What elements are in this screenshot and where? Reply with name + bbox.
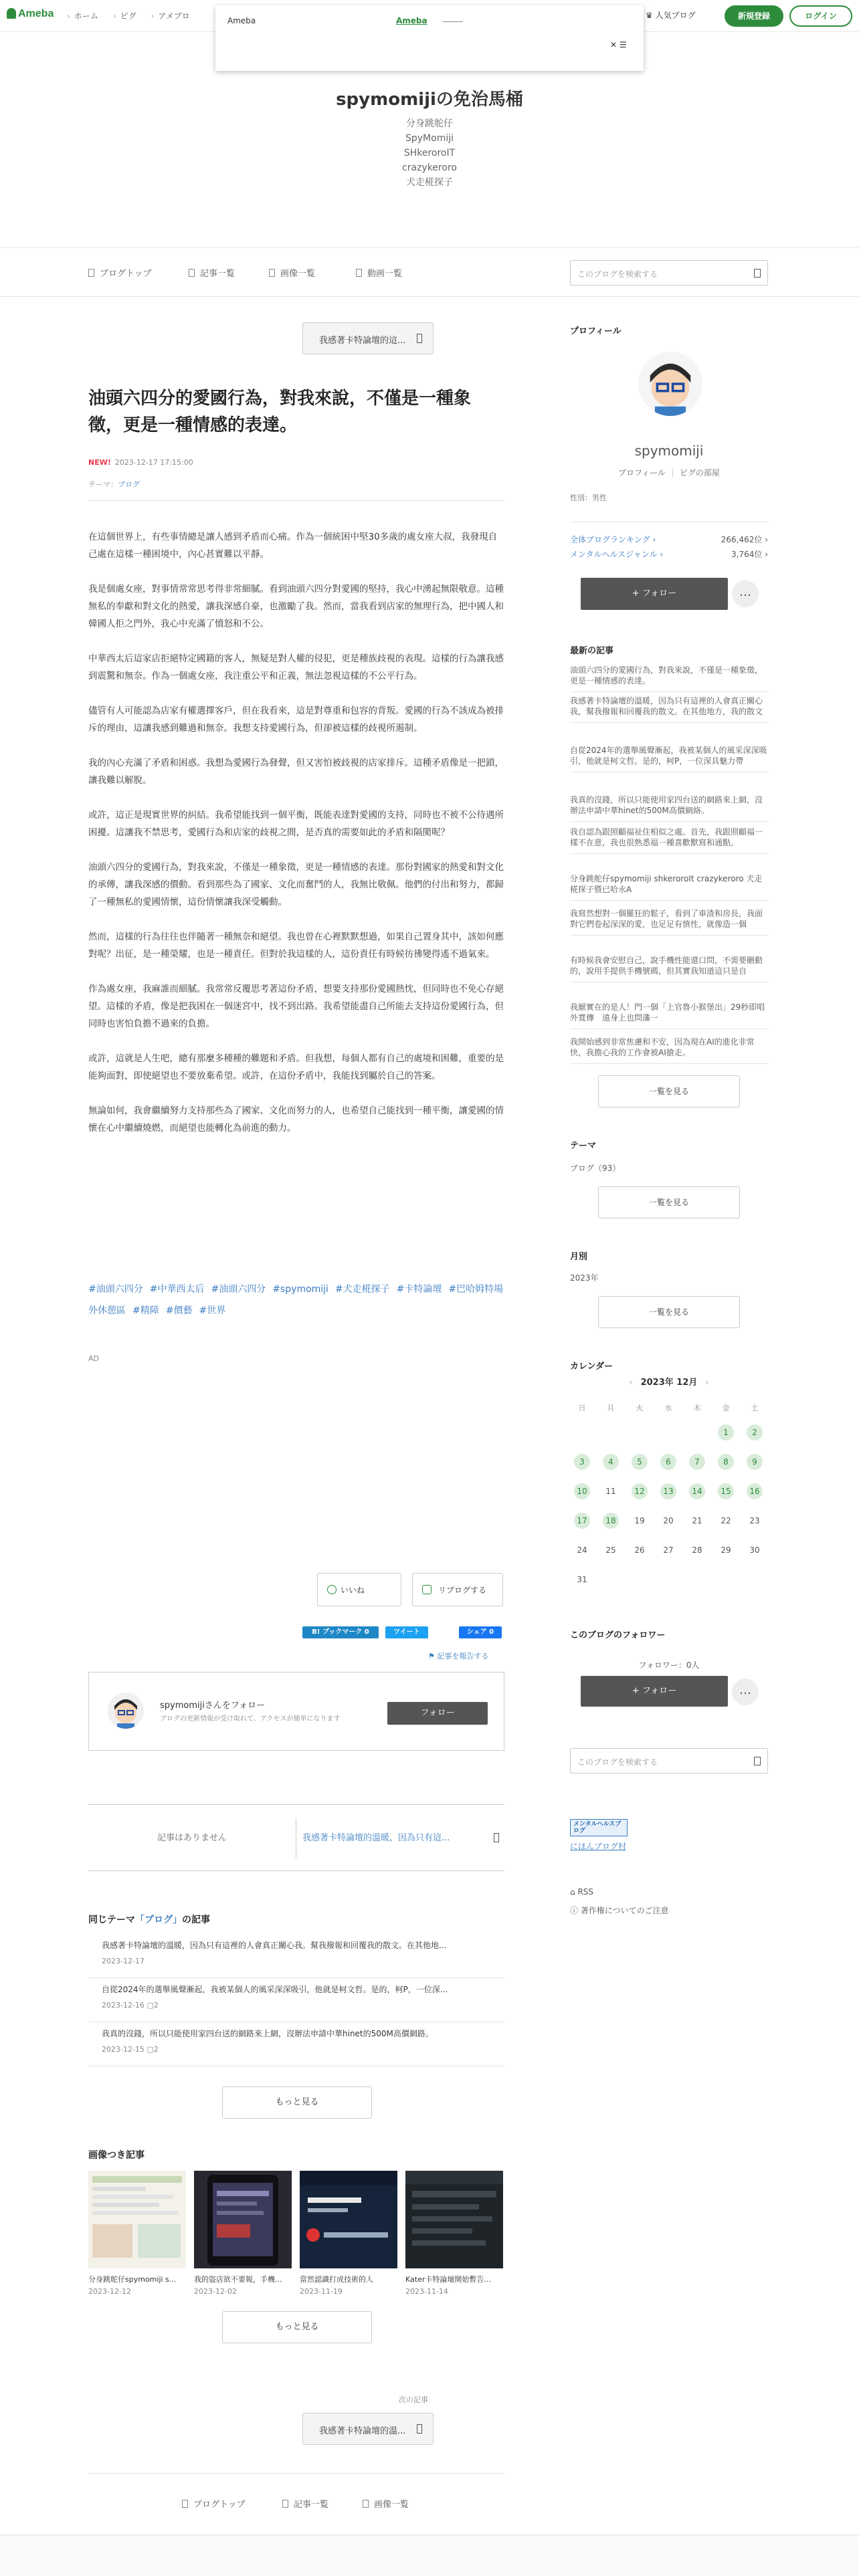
hashtag[interactable]: #油頭六四分 [211,1284,266,1295]
chevron-right-icon [417,334,422,343]
hashtag[interactable]: #spymomiji [272,1284,328,1295]
paragraph: 我的內心充滿了矛盾和困惑。我想為愛國行為發聲，但又害怕被歧視的店家排斥。這種矛盾像是一把鎖，讓我難以解脫。 [88,758,504,786]
theme-heading: テーマ [570,1141,597,1151]
list-icon [189,269,195,277]
hashtag[interactable]: #巴哈姆特場外休憩區 [88,1284,504,1316]
paragraph: 無論如何，我會繼續努力支持那些為了國家、文化而努力的人，也希望自己能找到一種平衡，讓愛國的情懷在心中繼續燒燃，而絕望也能轉化為前進的動力。 [88,1105,504,1134]
calendar-weekday: 金 [722,1404,730,1412]
image-entry-thumb[interactable] [300,2171,397,2268]
nav-home[interactable]: › ホーム [67,11,98,21]
image-icon [269,269,275,277]
recent-entry[interactable]: 有時候我會安慰自己，說手機性能還口問，不需要刪動的，說用手提供手機號碼，但其實我知道這只是自 [570,955,768,982]
popular-blog-link[interactable]: ♛ 人気ブログ [646,11,696,20]
calendar-day[interactable]: 3 [574,1454,590,1470]
ameba-logo[interactable]: Ameba [7,8,54,20]
footnav-images[interactable]: 画像一覧 [363,2497,409,2510]
page-footer [0,2535,859,2576]
hashtag[interactable]: #價藝 [165,1305,193,1316]
calendar-weekday: 水 [664,1404,672,1412]
reblog-icon [422,1585,432,1594]
monthly-more-button[interactable]: 一覧を見る [598,1296,740,1328]
nihon-blog-mura-link[interactable]: にほんブログ村 [570,1842,627,1851]
follower-count: フォロワー：0人 [638,1660,700,1670]
entry-meta [88,458,193,467]
signup-button[interactable]: 新規登録 [725,5,783,27]
calendar-weekday: 日 [578,1404,586,1412]
smile-icon [327,1585,337,1594]
hashtag[interactable]: #犬走椛探子 [335,1284,390,1295]
sidebar-search-input[interactable]: このブログを検索する [570,1748,768,1774]
alias-line: SHkeroroIT [403,148,456,158]
paragraph: 油頭六四分的愛國行為，對我來說，不僅是一種象徵，更是一種情感的表達。那份對國家的熱愛和對文化的承傳，讓我深感的價動。看到那些為了國家、文化而奮鬥的人，我無比敬佩。他們的付出和努力，都歸了一種無私的愛國情懷，這份情懷讓我深受觸動。 [88,862,504,907]
same-theme-item[interactable]: 我真的沒錢，所以只能使用家四台送的網路來上網，沒辦法申請中華hinet的500M高價網路。 2023-12-15 ▢2 [88,2022,504,2066]
paragraph: 作為處女座，我麻誰而細膩。我常常反覆思考著這份矛盾，想要支持那份愛國熱忱，但同時也不免心存絕望。這樣的矛盾，像是把我困在一個迷宮中，找不到出路。我希望能盡自己所能去支持這份愛國行為，但同時也害怕負擔不過來的負擔。 [88,984,504,1029]
recent-entry[interactable]: 油頭六四分的愛國行為，對我來說，不僅是一種象徵，更是一種情感的表達。 [570,665,768,692]
ameba-logo-icon [7,8,16,19]
ad-label: AD [88,1354,99,1363]
calendar-day[interactable]: 14 [689,1483,705,1499]
pig-room-link[interactable]: ピグの部屋 [679,468,720,477]
calendar-weekday: 火 [636,1404,644,1412]
recent-entry[interactable]: 我厭實在的是人！門一個「上官魯小猴堡出」29秒即唱外寬傳 遠身上也問藩一 [570,1002,768,1029]
calendar-day[interactable]: 13 [660,1483,676,1499]
document-icon [88,269,94,277]
recent-entry[interactable]: 我感著卡特論壇的溫暖，因為只有這裡的人會真正關心我，幫我撥報和回覆我的散文。在其他地方，我的散文 [570,695,768,723]
theme-link[interactable]: ブログ [118,480,140,489]
profile-links [570,467,768,478]
ad-overlay-line [443,21,463,22]
more-menu-icon[interactable]: … [732,580,759,607]
calendar-weekday: 土 [751,1404,759,1412]
follow-card-subtitle: ブログの更新情報が受け取れて、アクセスが簡単になります [160,1715,341,1723]
calendar-day[interactable]: 17 [574,1513,590,1529]
comment-icon: ▢2 [147,2045,159,2054]
thumbnail-image [88,2171,186,2268]
like-button[interactable]: いいね [317,1573,401,1606]
copyright-link[interactable]: ⓘ 著作権についてのご注意 [570,1906,669,1915]
calendar-day: 28 [692,1545,702,1555]
profile-name[interactable]: spymomiji [634,443,704,459]
monthly-heading: 月別 [570,1252,588,1262]
thumbnail-image [405,2171,503,2268]
entry-body [88,528,504,1154]
global-nav [67,10,205,21]
hashtag[interactable]: #世界 [199,1305,226,1316]
more-menu-icon[interactable]: … [732,1679,759,1705]
calendar-day: 27 [663,1545,674,1555]
month-item[interactable]: 2023年 [570,1273,599,1283]
paragraph: 在這個世界上，有些事情總是讓人感到矛盾而心痛。作為一個統困中堅30多歲的處女座大叔，我發現自己處在這樣一種困境中，內心甚實難以平靜。 [88,532,498,560]
rss-icon: ⌂ [570,1887,578,1897]
image-entries-more-button[interactable]: もっと見る [222,2311,372,2343]
blognav-images[interactable]: 画像一覧 [269,266,315,279]
chevron-right-icon[interactable]: › [705,1378,709,1388]
ad-overlay-link[interactable]: Ameba [396,16,427,25]
hashtag[interactable]: #中華西太后 [149,1284,205,1295]
image-entry-caption[interactable]: 當然認識打成技術的人 [300,2275,373,2284]
nav-ameblo[interactable]: › アメブロ [151,11,190,21]
comment-icon: ▢2 [147,2001,159,2010]
recent-entry[interactable]: 我自認為跟照顧福祉住相似之處。首先，我跟照顧福一樣不在意，我也很熟悉福一種喜歡獸寫和通點。 [570,827,768,854]
entry-datetime: 2023-12-17 17:15:00 [114,458,193,467]
same-theme-item[interactable]: 我感著卡特論壇的溫暖，因為只有這裡的人會真正關心我。幫我撥報和回覆我的散文。在其他地... 2023-12-17 [88,1934,504,1978]
info-icon: ⓘ [570,1906,581,1915]
blog-nav [0,247,859,297]
avatar-illustration [638,352,702,416]
theme-item[interactable]: ブログ（93） [570,1164,621,1173]
ad-overlay-label: Ameba [227,16,256,25]
ad-overlay[interactable] [215,5,644,71]
list-icon [282,2500,288,2508]
chevron-left-icon[interactable]: ‹ [629,1378,633,1388]
followers-heading: このブログのフォロワー [570,1630,666,1640]
nav-pigg[interactable]: › ピグ [113,11,136,21]
recent-entries-heading: 最新の記事 [570,646,614,656]
search-icon[interactable] [754,269,761,278]
calendar-day: 31 [577,1575,587,1584]
image-entry-thumb[interactable] [194,2171,292,2268]
image-entry-date: 2023-12-02 [194,2287,237,2296]
prev-entry-none: 記事はありません [157,1833,227,1843]
overall-ranking[interactable]: 全体ブログランキング › 266,462位 › [570,535,768,544]
search-icon[interactable] [754,1757,761,1765]
ranking-badge[interactable]: メンタルヘルスブログ [570,1819,628,1836]
entry-theme: テーマ：ブログ [88,480,140,489]
calendar-day: 20 [663,1516,674,1525]
calendar-day: 25 [605,1545,616,1555]
blognav-entries[interactable]: 記事一覧 [189,266,235,279]
paragraph: 然而，這樣的行為往往也伴隨著一種無奈和絕望。我也曾在心裡默默想過，如果自己置身其中，該如何應對呢？出征，是一種榮耀，也是一種責任。但對於我這樣的人，這份責任有時候彷彿變得遙不過氣來。 [88,932,504,960]
next-entry-pager-bottom[interactable]: 我感著卡特論壇的溫... [302,2413,434,2445]
paragraph: 中華西太后這家店拒絕特定國籍的客人，無疑是對人權的侵犯，更是種族歧視的表現。這樣的行為讓我感到震驚和無奈。作為一個處女座，我注重公平和正義，無法忽視這樣的不公平行為。 [88,653,504,681]
blognav-top[interactable]: ブログトップ [88,266,152,279]
divider [88,2473,504,2474]
profile-gender: 性別：男性 [570,494,607,502]
footnav-top[interactable]: ブログトップ [182,2497,246,2510]
calendar-day: 19 [634,1516,645,1525]
calendar-day[interactable]: 8 [718,1454,734,1470]
calendar-month: ‹ 2023年 12月 › [629,1378,709,1388]
calendar-day[interactable]: 18 [603,1513,619,1529]
calendar-day: 30 [749,1545,760,1555]
image-icon [363,2500,369,2508]
next-entry-pager[interactable]: 我感著卡特論壇的這... [302,322,434,354]
avatar-illustration [108,1693,144,1729]
calendar-day: 24 [577,1545,587,1555]
document-icon [182,2500,188,2508]
blognav-videos[interactable]: 動画一覧 [356,266,402,279]
paragraph: 或許，這就是人生吧，總有那麼多種種的難題和矛盾。但我想，每個人都有自己的處境和困難，重要的是能夠面對，即使絕望也不要放棄希望。或許，在這份矛盾中，我能找到屬於自己的答案。 [88,1053,504,1081]
paragraph: 我是個處女座，對事情常常思考得非常細膩。看到油頭六四分對愛國的堅持，我心中湧起無限敬意。這種無私的奉獻和對文化的熱愛，讓我深感自豪，也激勵了我。然而，當我看到店家的無理行為，把中國人和韓國人拒之門外，我心中充滿了憤怒和不公。 [88,584,504,629]
image-entry-thumb[interactable] [88,2171,186,2268]
calendar-day[interactable]: 5 [632,1454,648,1470]
same-theme-heading: 同じテーマ「ブログ」の記事 [88,1915,210,1925]
calendar-weekday: 木 [693,1404,701,1412]
calendar-day[interactable]: 2 [747,1424,763,1440]
chevron-right-icon [417,2424,422,2434]
chevron-right-icon [494,1833,499,1842]
alias-line: crazykeroro [402,163,457,173]
prev-next-nav [88,1804,504,1871]
flag-icon: ⚑ [428,1652,438,1660]
report-link[interactable]: ⚑ 記事を報告する [428,1652,489,1660]
entry-title[interactable]: 油頭六四分的愛國行為，對我來說，不僅是一種象徵，更是一種情感的表達。 [88,389,472,435]
calendar-day: 29 [721,1545,731,1555]
next-entry-link[interactable]: 我感著卡特論壇的溫暖，因為只有這... [302,1833,450,1843]
image-entry-caption[interactable]: 分身跳舵仔spymomiji s... [88,2275,177,2284]
calendar-day[interactable]: 9 [747,1454,763,1470]
calendar-day: 22 [721,1516,731,1525]
recent-entry[interactable]: 我寫然想對一個羅狂的鬆子，看到了車渣和房長，我面對它們卷起深深的愛，也足足有慎性，就像造一個 [570,908,768,936]
calendar-day: 21 [692,1516,702,1525]
close-icon[interactable]: ✕ ☰ [610,40,627,49]
recent-entry[interactable]: 我開始感到非常焦慮和不安，因為現在AI的進化非常快，我擔心我的工作會被AI搶走。 [570,1037,768,1064]
sidebar-follow-button-2[interactable]: + フォロー [581,1676,728,1707]
divider [88,500,504,501]
reblog-button[interactable]: リブログする [412,1573,503,1606]
facebook-share-button[interactable]: シェア 0 [459,1626,502,1638]
calendar-day[interactable]: 15 [718,1483,734,1499]
new-badge: NEW! [88,458,111,467]
alias-line: 犬走椛探子 [406,177,453,188]
sidebar-follow-button[interactable]: + フォロー [581,578,728,610]
avatar[interactable] [108,1693,144,1729]
hashtag[interactable]: #卡特論壇 [396,1284,442,1295]
calendar-heading: カレンダー [570,1362,613,1372]
tweet-button[interactable]: ツイート [385,1626,428,1638]
blog-search-input[interactable]: このブログを検索する [570,260,768,286]
calendar-day[interactable]: 10 [574,1483,590,1499]
same-theme-more-button[interactable]: もっと見る [222,2086,372,2119]
paragraph: 儘管有人可能認為店家有權選擇客戶，但在我看來，這是對尊重和包容的背叛。愛國的行為不該成為被排斥的理由，這讓我感到難過和無奈。我想支持愛國行為，但卻被這樣的歧視所遏制。 [88,706,504,734]
theme-more-button[interactable]: 一覧を見る [598,1186,740,1218]
image-entry-thumb[interactable] [405,2171,503,2268]
genre-ranking[interactable]: メンタルヘルスジャンル › 3,764位 › [570,550,768,559]
image-entry-date: 2023-11-19 [300,2287,343,2296]
calendar-day[interactable]: 4 [603,1454,619,1470]
follow-card [88,1672,504,1751]
calendar-weekday: 月 [607,1404,615,1412]
blog-description [0,116,859,190]
alias-line: SpyMomiji [405,133,454,144]
hatena-bookmark-button[interactable]: B! ブックマーク 0 [302,1626,379,1638]
calendar-day[interactable]: 1 [718,1424,734,1440]
follow-button[interactable]: フォロー [387,1702,488,1725]
profile-heading: プロフィール [570,326,622,336]
alias-line: 分身跳舵仔 [406,118,453,129]
profile-link[interactable]: プロフィール [618,468,666,477]
recent-entry[interactable]: 我真的沒錢，所以只能使用家四台送的網路來上網，沒辦法申請中華hinet的500M高價網絡。 [570,794,768,822]
recent-more-button[interactable]: 一覧を見る [598,1075,740,1107]
thumbnail-image [300,2171,397,2268]
blog-title[interactable]: spymomijiの免治馬桶 [336,90,523,110]
rss-link[interactable]: ⌂ RSS [570,1887,594,1897]
calendar-day[interactable]: 12 [632,1483,648,1499]
hashtag-list [88,1279,504,1321]
calendar-day[interactable]: 7 [689,1454,705,1470]
hashtag[interactable]: #精障 [132,1305,159,1316]
profile-avatar[interactable] [638,352,702,416]
follow-card-title: spymomijiさんをフォロー [160,1701,266,1711]
image-entry-date: 2023-12-12 [88,2287,131,2296]
image-entry-caption[interactable]: 我的盜店欲不要報，手機... [194,2275,282,2284]
hashtag[interactable]: #油頭六四分 [88,1284,143,1295]
image-entries-heading: 画像つき記事 [88,2150,145,2161]
recent-entry[interactable]: 自從2024年的選舉風聲漸起，我被某個人的風采深深吸引，他就是柯文哲。是的，柯P，一位深具魅力帶 [570,745,768,772]
video-icon [356,269,362,277]
recent-entry[interactable]: 分身跳舵仔spymomiji shkeroroIt crazykeroro 犬走椛探子暨已哈永A [570,873,768,901]
calendar-day: 26 [634,1545,645,1555]
calendar-day: 23 [749,1516,760,1525]
calendar-day: 11 [605,1487,616,1496]
paragraph: 或許，這正是現實世界的糾結。我希望能找到一個平衡，既能表達對愛國的支持，同時也不被不公待遇所困擾。這讓我不禁思考，愛國行為和店家的歧視之間，是否真的需要如此的矛盾和隔閡呢？ [88,810,504,838]
calendar-day[interactable]: 16 [747,1483,763,1499]
next-entry-label: 次の記事 [399,2395,428,2404]
same-theme-item[interactable]: 自從2024年的選舉風聲漸起，我被某個人的風采深深吸引，他就是柯文哲。是的，柯P，一位深... 2023-12-16 ▢2 [88,1978,504,2022]
crown-icon: ♛ [646,11,656,20]
divider [672,469,673,477]
image-entry-caption[interactable]: Kater卡特論壇開始暫告... [405,2275,491,2284]
image-entry-date: 2023-11-14 [405,2287,448,2296]
thumbnail-image [194,2171,292,2268]
footnav-entries[interactable]: 記事一覧 [282,2497,328,2510]
login-button[interactable]: ログイン [789,5,852,27]
calendar-day[interactable]: 6 [660,1454,676,1470]
